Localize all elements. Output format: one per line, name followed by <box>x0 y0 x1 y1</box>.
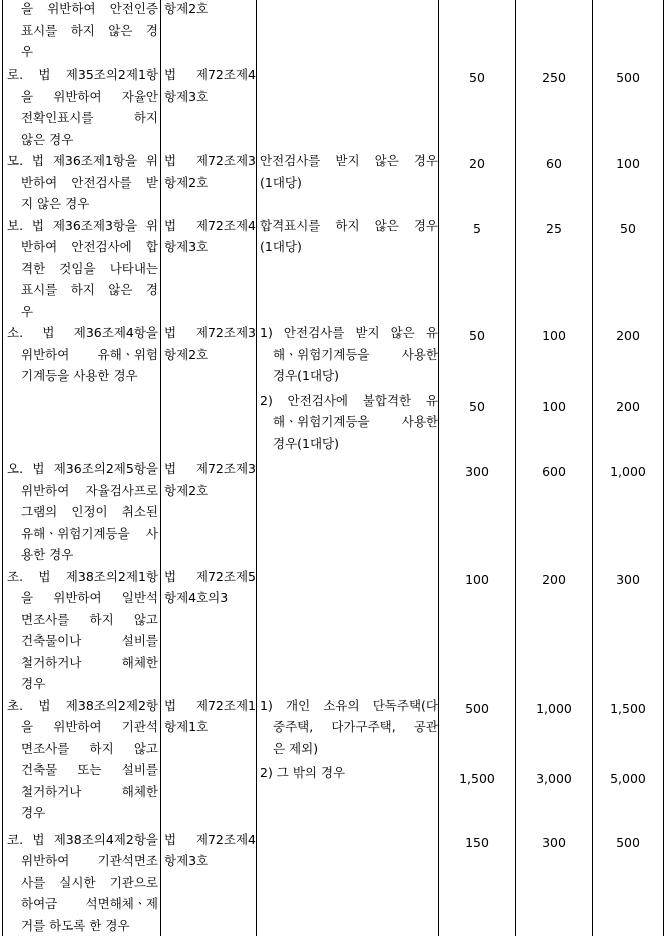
violation-text-line: 초. 법 제38조의2제2항 <box>7 695 158 717</box>
condition-cell <box>257 458 439 566</box>
violation-text-line: 전확인표시를 하지 <box>7 107 158 129</box>
violation-text-line: 지 않은 경우 <box>7 193 158 215</box>
condition-text-line: 경우(1대당) <box>260 365 438 387</box>
condition-item <box>260 150 438 193</box>
third-violation-amount-cell <box>593 458 664 566</box>
legal-basis-cell <box>161 150 257 215</box>
condition-item <box>260 695 438 760</box>
second-violation-amount-cell <box>516 566 593 695</box>
condition-text-line: 경우(1대당) <box>260 433 438 455</box>
second-violation-amount-cell <box>516 0 593 64</box>
condition-item <box>260 215 438 258</box>
first-violation-amount-cell <box>439 695 516 829</box>
condition-cell <box>257 695 439 829</box>
violation-text-line: 그램의 인정이 취소된 <box>7 501 158 523</box>
violation-text-line: 위반하여 자율검사프로 <box>7 480 158 502</box>
second-violation-amount: 300 <box>516 829 592 854</box>
violation-text-line: 을 위반하여 기관석 <box>7 716 158 738</box>
legal-basis-line: 항제3호 <box>164 850 256 872</box>
violation-text-line: 격한 것임을 나타내는 <box>7 258 158 280</box>
violation-cell <box>3 458 161 566</box>
spacer <box>593 719 663 765</box>
condition-cell <box>257 215 439 323</box>
violation-text-line: 조. 법 제38조의2제1항 <box>7 566 158 588</box>
condition-text-line: (1대당) <box>260 172 438 194</box>
violation-text-line: 사를 실시한 기관으로 <box>7 872 158 894</box>
condition-item <box>260 322 438 387</box>
violation-text-line: 면조사를 하지 않고 <box>7 738 158 760</box>
first-violation-amount-cell <box>439 322 516 458</box>
condition-item <box>260 762 438 784</box>
first-violation-amount: 500 <box>439 695 515 720</box>
violation-text-line: 반하여 안전검사에 합 <box>7 236 158 258</box>
table-row <box>3 64 664 150</box>
condition-cell <box>257 322 439 458</box>
legal-basis-line: 법 제72조제4 <box>164 64 256 86</box>
condition-text-line: 2) 안전검사에 불합격한 유 <box>260 390 438 412</box>
condition-cell <box>257 0 439 64</box>
violation-text-line: 위반하여 기관석면조 <box>7 850 158 872</box>
legal-basis-line: 항제2호 <box>164 172 256 194</box>
violation-cell <box>3 64 161 150</box>
third-violation-amount: 50 <box>593 215 663 240</box>
condition-text-line: 1) 안전검사를 받지 않은 유 <box>260 322 438 344</box>
legal-basis-line: 항제4호의3 <box>164 587 256 609</box>
table-row <box>3 0 664 64</box>
legal-basis-line: 항제1호 <box>164 716 256 738</box>
third-violation-amount-cell <box>593 150 664 215</box>
second-violation-amount-cell <box>516 695 593 829</box>
legal-basis-line: 항제2호 <box>164 0 256 20</box>
violation-text-line: 반하여 안전검사를 받 <box>7 172 158 194</box>
legal-basis-cell <box>161 566 257 695</box>
spacer <box>593 347 663 393</box>
third-violation-amount: 1,000 <box>593 458 663 483</box>
second-violation-amount-cell <box>516 829 593 936</box>
violation-text-line: 소. 법 제36조제4항을 <box>7 322 158 344</box>
legal-basis-cell <box>161 215 257 323</box>
violation-text-line: 유해ㆍ위험기계등을 사 <box>7 523 158 545</box>
first-violation-amount-cell <box>439 64 516 150</box>
legal-basis-line: 법 제72조제3 <box>164 150 256 172</box>
violation-cell <box>3 695 161 829</box>
second-violation-amount-cell <box>516 458 593 566</box>
third-violation-amount: 500 <box>593 64 663 89</box>
third-violation-amount-cell <box>593 566 664 695</box>
legal-basis-line: 항제3호 <box>164 236 256 258</box>
violation-text-line: 면조사를 하지 않고 <box>7 609 158 631</box>
second-violation-amount: 200 <box>516 566 592 591</box>
violation-text-line: 표시를 하지 않은 경 <box>7 20 158 42</box>
condition-cell <box>257 566 439 695</box>
violation-text-line: 건축물 또는 설비를 <box>7 759 158 781</box>
violation-text-line: 경우 <box>7 673 158 695</box>
third-violation-amount: 5,000 <box>593 765 663 790</box>
first-violation-amount: 50 <box>439 322 515 347</box>
violation-text-line: 표시를 하지 않은 경 <box>7 279 158 301</box>
violation-text-line: 않은 경우 <box>7 129 158 151</box>
condition-item <box>260 390 438 455</box>
first-violation-amount: 50 <box>439 64 515 89</box>
first-violation-amount: 20 <box>439 150 515 175</box>
third-violation-amount: 300 <box>593 566 663 591</box>
legal-basis-line: 법 제72조제4 <box>164 829 256 851</box>
violation-cell <box>3 0 161 64</box>
violation-text-line: 하여금 석면해체ㆍ제 <box>7 893 158 915</box>
first-violation-amount: 5 <box>439 215 515 240</box>
third-violation-amount: 500 <box>593 829 663 854</box>
table-row <box>3 150 664 215</box>
legal-basis-cell <box>161 322 257 458</box>
condition-cell <box>257 64 439 150</box>
violation-cell <box>3 322 161 458</box>
table-row <box>3 458 664 566</box>
third-violation-amount-cell <box>593 695 664 829</box>
third-violation-amount-cell <box>593 64 664 150</box>
third-violation-amount: 200 <box>593 322 663 347</box>
spacer <box>439 347 515 393</box>
second-violation-amount-cell <box>516 150 593 215</box>
second-violation-amount: 25 <box>516 215 592 240</box>
violation-text-line: 위반하여 유해ㆍ위험 <box>7 344 158 366</box>
violation-text-line: 철거하거나 해체한 <box>7 652 158 674</box>
third-violation-amount: 1,500 <box>593 695 663 720</box>
table-row <box>3 215 664 323</box>
violation-cell <box>3 150 161 215</box>
third-violation-amount: 200 <box>593 393 663 418</box>
violation-text-line: 기계등을 사용한 경우 <box>7 365 158 387</box>
table-row <box>3 695 664 829</box>
violation-text-line: 경우 <box>7 802 158 824</box>
legal-basis-line: 법 제72조제3 <box>164 322 256 344</box>
third-violation-amount-cell <box>593 829 664 936</box>
first-violation-amount: 50 <box>439 393 515 418</box>
legal-basis-cell <box>161 695 257 829</box>
second-violation-amount: 3,000 <box>516 765 592 790</box>
second-violation-amount: 60 <box>516 150 592 175</box>
legal-basis-cell <box>161 458 257 566</box>
condition-text-line: 안전검사를 받지 않은 경우 <box>260 150 438 172</box>
condition-text-line: 1) 개인 소유의 단독주택(다 <box>260 695 438 717</box>
first-violation-amount-cell <box>439 150 516 215</box>
violation-text-line: 을 위반하여 일반석 <box>7 587 158 609</box>
condition-text-line: 2) 그 밖의 경우 <box>260 762 438 784</box>
legal-basis-line: 항제2호 <box>164 480 256 502</box>
legal-basis-line: 법 제72조제5 <box>164 566 256 588</box>
condition-text-line: 해ㆍ위험기계등을 사용한 <box>260 411 438 433</box>
first-violation-amount-cell <box>439 0 516 64</box>
legal-basis-line: 법 제72조제3 <box>164 458 256 480</box>
second-violation-amount-cell <box>516 215 593 323</box>
third-violation-amount: 100 <box>593 150 663 175</box>
second-violation-amount: 250 <box>516 64 592 89</box>
second-violation-amount: 100 <box>516 393 592 418</box>
legal-basis-line: 법 제72조제1 <box>164 695 256 717</box>
condition-cell <box>257 829 439 936</box>
penalty-table <box>2 0 664 936</box>
violation-text-line: 철거하거나 해체한 <box>7 781 158 803</box>
first-violation-amount: 150 <box>439 829 515 854</box>
first-violation-amount: 1,500 <box>439 765 515 790</box>
legal-basis-cell <box>161 0 257 64</box>
condition-cell <box>257 150 439 215</box>
second-violation-amount: 100 <box>516 322 592 347</box>
violation-cell <box>3 215 161 323</box>
violation-text-line: 을 위반하여 자율안 <box>7 86 158 108</box>
condition-text-line: 해ㆍ위험기계등을 사용한 <box>260 344 438 366</box>
table-row <box>3 322 664 458</box>
condition-text-line: (1대당) <box>260 236 438 258</box>
violation-text-line: 코. 법 제38조의4제2항을 <box>7 829 158 851</box>
legal-basis-cell <box>161 64 257 150</box>
first-violation-amount-cell <box>439 215 516 323</box>
second-violation-amount-cell <box>516 64 593 150</box>
spacer <box>516 719 592 765</box>
first-violation-amount-cell <box>439 829 516 936</box>
table-body <box>3 0 664 936</box>
spacer <box>516 347 592 393</box>
third-violation-amount-cell <box>593 0 664 64</box>
legal-basis-line: 항제3호 <box>164 86 256 108</box>
violation-cell <box>3 566 161 695</box>
third-violation-amount-cell <box>593 322 664 458</box>
second-violation-amount: 1,000 <box>516 695 592 720</box>
table-row <box>3 566 664 695</box>
violation-text-line: 로. 법 제35조의2제1항 <box>7 64 158 86</box>
violation-text-line: 건축물이나 설비를 <box>7 630 158 652</box>
first-violation-amount: 300 <box>439 458 515 483</box>
legal-basis-line: 법 제72조제4 <box>164 215 256 237</box>
condition-text-line: 중주택, 다가구주택, 공관 <box>260 716 438 738</box>
condition-text-line: 합격표시를 하지 않은 경우 <box>260 215 438 237</box>
first-violation-amount-cell <box>439 566 516 695</box>
table-row <box>3 829 664 936</box>
spacer <box>439 719 515 765</box>
first-violation-amount: 100 <box>439 566 515 591</box>
third-violation-amount-cell <box>593 215 664 323</box>
violation-text-line: 우 <box>7 41 158 63</box>
legal-basis-line: 항제2호 <box>164 344 256 366</box>
violation-text-line: 용한 경우 <box>7 544 158 566</box>
violation-text-line: 우 <box>7 301 158 323</box>
second-violation-amount-cell <box>516 322 593 458</box>
violation-cell <box>3 829 161 936</box>
violation-text-line: 거를 하도록 한 경우 <box>7 915 158 936</box>
violation-text-line: 오. 법 제36조의2제5항을 <box>7 458 158 480</box>
second-violation-amount: 600 <box>516 458 592 483</box>
violation-text-line: 보. 법 제36조제3항을 위 <box>7 215 158 237</box>
legal-basis-cell <box>161 829 257 936</box>
first-violation-amount-cell <box>439 458 516 566</box>
violation-text-line: 을 위반하여 안전인증 <box>7 0 158 20</box>
condition-text-line: 은 제외) <box>260 738 438 760</box>
violation-text-line: 모. 법 제36조제1항을 위 <box>7 150 158 172</box>
